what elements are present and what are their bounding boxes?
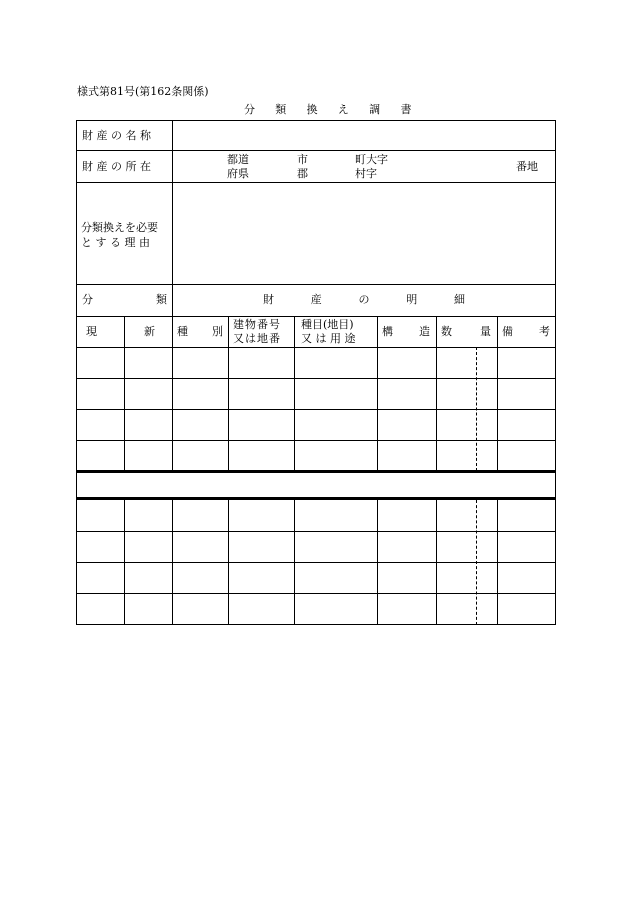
column-land-category-line2: 又 は 用 途 — [301, 332, 356, 345]
property-detail-label: 財 産 の 明 細 — [263, 293, 465, 306]
column-land-category-line1: 種目(地目) — [301, 318, 354, 331]
reason-label-line1: 分類換えを必要 — [81, 221, 158, 234]
column-current: 現 — [86, 325, 97, 338]
location-fuken: 府県 — [227, 167, 249, 180]
column-building-no-line2: 又は地番 — [233, 332, 281, 345]
property-name-field[interactable] — [174, 122, 554, 149]
property-name-label: 財 産 の 名 称 — [82, 129, 151, 142]
column-quantity: 数 量 — [441, 325, 491, 338]
location-mura-aza: 村字 — [355, 167, 377, 180]
location-shi: 市 — [297, 153, 308, 166]
location-todo: 都道 — [227, 153, 249, 166]
property-location-label: 財 産 の 所 在 — [82, 160, 151, 173]
reason-label-line2: と す る 理 由 — [81, 236, 150, 249]
column-type: 種 別 — [177, 325, 223, 338]
column-new: 新 — [144, 325, 155, 338]
reason-field[interactable] — [174, 184, 554, 283]
document-title: 分 類 換 え 調 書 — [244, 103, 420, 116]
column-structure: 構 造 — [382, 325, 430, 338]
column-remarks: 備 考 — [502, 325, 550, 338]
classification-label: 分 類 — [82, 293, 167, 306]
location-banchi: 番地 — [516, 160, 538, 173]
location-machi-oaza: 町大字 — [355, 153, 388, 166]
column-building-no-line1: 建物番号 — [233, 318, 281, 331]
location-gun: 郡 — [297, 167, 308, 180]
form-number-label: 様式第81号(第162条関係) — [77, 85, 209, 98]
